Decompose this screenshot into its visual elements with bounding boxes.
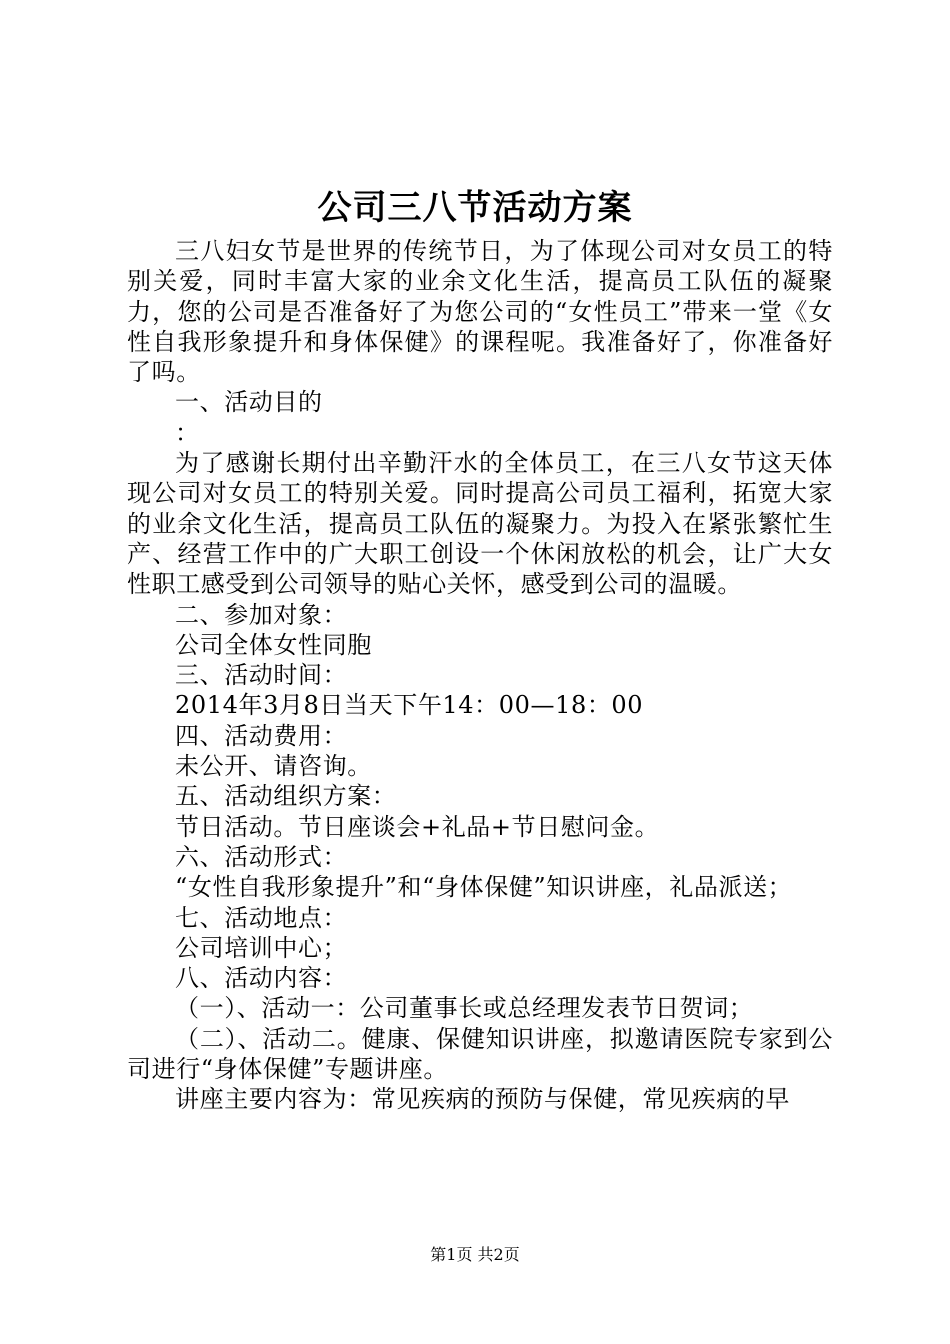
- heading-activity-time: 三、活动时间：: [175, 661, 348, 690]
- heading-participants: 二、参加对象：: [175, 600, 348, 629]
- activity-content-item-1: （一）、活动一：公司董事长或总经理发表节日贺词；: [175, 994, 754, 1023]
- heading-activity-form: 六、活动形式：: [175, 842, 348, 871]
- heading-activity-purpose: 一、活动目的: [175, 388, 323, 417]
- heading-organization-plan: 五、活动组织方案：: [175, 782, 397, 811]
- organization-plan-text: 节日活动。节日座谈会+礼品+节日慰问金。: [175, 812, 660, 841]
- activity-cost-text: 未公开、请咨询。: [175, 752, 372, 781]
- paragraph-purpose: 为了感谢长期付出辛勤汗水的全体员工，在三八女节这天体现公司对女员工的特别关爱。同时提高公司员工福利，拓宽大家的业余文化生活，提高员工队伍的凝聚力。为投入在紧张繁忙生产、经营工作中的广大职工创设一个休闲放松的机会，让广大女性职工感受到公司领导的贴心关怀，感受到公司的温暖。: [127, 449, 833, 599]
- paragraph-intro: 三八妇女节是世界的传统节日，为了体现公司对女员工的特别关爱，同时丰富大家的业余文化生活，提高员工队伍的凝聚力，您的公司是否准备好了为您公司的“女性员工”带来一堂《女性自我形象提升和身体保健》的课程呢。我准备好了，你准备好了吗。: [127, 237, 833, 387]
- heading-activity-location: 七、活动地点：: [175, 903, 348, 932]
- activity-content-item-2: （二）、活动二。健康、保健知识讲座，拟邀请医院专家到公司进行“身体保健”专题讲座。: [127, 1024, 833, 1084]
- heading-activity-cost: 四、活动费用：: [175, 721, 348, 750]
- activity-time-text: 2014年3月8日当天下午14：00—18：00: [175, 691, 644, 720]
- purpose-colon: ：: [175, 418, 200, 447]
- activity-location-text: 公司培训中心；: [175, 933, 348, 962]
- heading-activity-content: 八、活动内容：: [175, 964, 348, 993]
- activity-form-text: “女性自我形象提升”和“身体保健”知识讲座，礼品派送；: [175, 873, 793, 902]
- lecture-content-text: 讲座主要内容为：常见疾病的预防与保健，常见疾病的早: [175, 1085, 790, 1114]
- participants-text: 公司全体女性同胞: [175, 630, 372, 659]
- page-footer: 第1页 共2页: [430, 1245, 520, 1264]
- document-body: [127, 236, 833, 1115]
- document-title: 公司三八节活动方案: [317, 188, 633, 228]
